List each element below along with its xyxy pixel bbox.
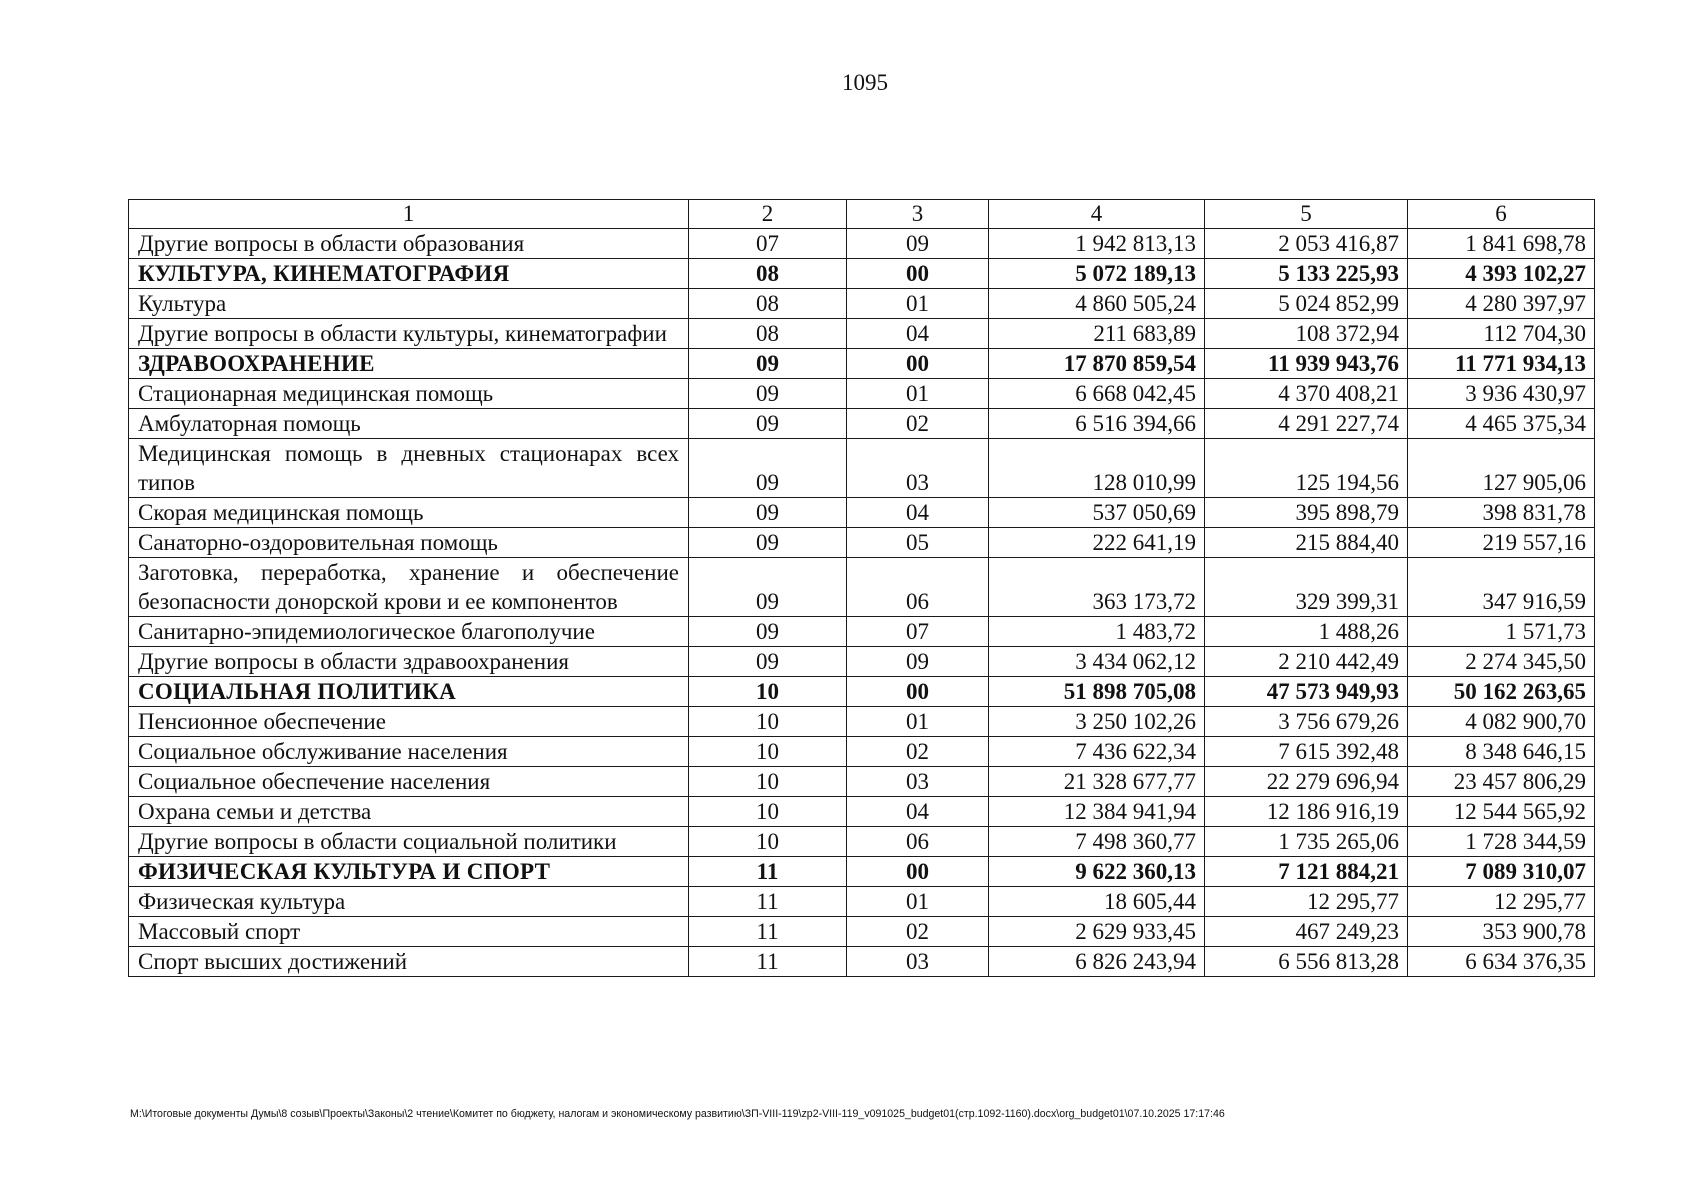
table-row: [129, 558, 1595, 617]
amount-col5-cell: 12 186 916,19: [1205, 797, 1408, 827]
amount-col5-cell: 5 024 852,99: [1205, 289, 1408, 319]
section-code-cell: 10: [689, 707, 847, 737]
amount-col6-cell: 1 571,73: [1408, 617, 1595, 647]
section-code-cell: 10: [689, 767, 847, 797]
row-name-cell: Амбулаторная помощь: [129, 409, 689, 439]
amount-col5-cell: 7 121 884,21: [1205, 857, 1408, 887]
table-row: [129, 947, 1595, 977]
amount-col6-cell: 1 728 344,59: [1408, 827, 1595, 857]
section-code-cell: 09: [689, 617, 847, 647]
section-code-cell: 09: [689, 498, 847, 528]
amount-col4-cell: 17 870 859,54: [989, 349, 1205, 379]
row-name-cell: Скорая медицинская помощь: [129, 498, 689, 528]
amount-col4-cell: 5 072 189,13: [989, 259, 1205, 289]
subsection-code-cell: 02: [847, 917, 989, 947]
column-header-2: 2: [689, 200, 847, 229]
column-number-header-row: [129, 200, 1595, 229]
subsection-code-cell: 03: [847, 947, 989, 977]
row-name-cell: Массовый спорт: [129, 917, 689, 947]
amount-col4-cell: 7 436 622,34: [989, 737, 1205, 767]
amount-col6-cell: 347 916,59: [1408, 558, 1595, 617]
amount-col5-cell: 125 194,56: [1205, 439, 1408, 498]
row-name-cell: Спорт высших достижений: [129, 947, 689, 977]
amount-col4-cell: 6 668 042,45: [989, 379, 1205, 409]
section-code-cell: 09: [689, 409, 847, 439]
table-row: [129, 439, 1595, 498]
row-name-cell: Медицинская помощь в дневных стационарах всех типов: [129, 439, 689, 498]
column-header-3: 3: [847, 200, 989, 229]
section-code-cell: 08: [689, 289, 847, 319]
amount-col6-cell: 12 295,77: [1408, 887, 1595, 917]
amount-col5-cell: 1 735 265,06: [1205, 827, 1408, 857]
section-code-cell: 10: [689, 827, 847, 857]
table-row: [129, 229, 1595, 259]
column-header-6: 6: [1408, 200, 1595, 229]
row-name-cell: Санаторно-оздоровительная помощь: [129, 528, 689, 558]
amount-col5-cell: 2 053 416,87: [1205, 229, 1408, 259]
amount-col5-cell: 4 370 408,21: [1205, 379, 1408, 409]
subsection-code-cell: 06: [847, 558, 989, 617]
amount-col6-cell: 1 841 698,78: [1408, 229, 1595, 259]
table-row: [129, 409, 1595, 439]
amount-col4-cell: 1 483,72: [989, 617, 1205, 647]
table-row: [129, 379, 1595, 409]
row-name-cell: ФИЗИЧЕСКАЯ КУЛЬТУРА И СПОРТ: [129, 857, 689, 887]
amount-col6-cell: 353 900,78: [1408, 917, 1595, 947]
section-code-cell: 11: [689, 917, 847, 947]
section-code-cell: 10: [689, 737, 847, 767]
row-name-cell: Стационарная медицинская помощь: [129, 379, 689, 409]
subsection-code-cell: 09: [847, 229, 989, 259]
row-name-cell: Заготовка, переработка, хранение и обеспечение безопасности донорской крови и ее компонентов: [129, 558, 689, 617]
row-name-cell: КУЛЬТУРА, КИНЕМАТОГРАФИЯ: [129, 259, 689, 289]
subsection-code-cell: 06: [847, 827, 989, 857]
section-code-cell: 09: [689, 528, 847, 558]
row-name-cell: Другие вопросы в области здравоохранения: [129, 647, 689, 677]
amount-col5-cell: 467 249,23: [1205, 917, 1408, 947]
section-code-cell: 11: [689, 857, 847, 887]
subsection-code-cell: 00: [847, 677, 989, 707]
amount-col6-cell: 2 274 345,50: [1408, 647, 1595, 677]
amount-col6-cell: 8 348 646,15: [1408, 737, 1595, 767]
row-name-cell: Охрана семьи и детства: [129, 797, 689, 827]
subsection-code-cell: 00: [847, 349, 989, 379]
section-code-cell: 09: [689, 647, 847, 677]
subsection-code-cell: 04: [847, 498, 989, 528]
row-name-cell: Другие вопросы в области социальной политики: [129, 827, 689, 857]
subsection-code-cell: 02: [847, 737, 989, 767]
table-row: [129, 917, 1595, 947]
subsection-code-cell: 05: [847, 528, 989, 558]
amount-col5-cell: 1 488,26: [1205, 617, 1408, 647]
subsection-code-cell: 03: [847, 767, 989, 797]
table-row: [129, 707, 1595, 737]
amount-col6-cell: 398 831,78: [1408, 498, 1595, 528]
section-total-row: [129, 677, 1595, 707]
amount-col6-cell: 112 704,30: [1408, 319, 1595, 349]
subsection-code-cell: 01: [847, 707, 989, 737]
amount-col6-cell: 3 936 430,97: [1408, 379, 1595, 409]
section-code-cell: 09: [689, 379, 847, 409]
amount-col4-cell: 21 328 677,77: [989, 767, 1205, 797]
section-total-row: [129, 259, 1595, 289]
amount-col5-cell: 329 399,31: [1205, 558, 1408, 617]
section-code-cell: 10: [689, 797, 847, 827]
amount-col6-cell: 7 089 310,07: [1408, 857, 1595, 887]
amount-col6-cell: 12 544 565,92: [1408, 797, 1595, 827]
subsection-code-cell: 07: [847, 617, 989, 647]
amount-col6-cell: 6 634 376,35: [1408, 947, 1595, 977]
row-name-cell: Физическая культура: [129, 887, 689, 917]
table-row: [129, 498, 1595, 528]
section-code-cell: 11: [689, 887, 847, 917]
amount-col6-cell: 4 393 102,27: [1408, 259, 1595, 289]
row-name-cell: Пенсионное обеспечение: [129, 707, 689, 737]
row-name-cell: Санитарно-эпидемиологическое благополучие: [129, 617, 689, 647]
table-row: [129, 827, 1595, 857]
row-name-cell: Социальное обеспечение населения: [129, 767, 689, 797]
section-code-cell: 09: [689, 558, 847, 617]
amount-col5-cell: 5 133 225,93: [1205, 259, 1408, 289]
subsection-code-cell: 03: [847, 439, 989, 498]
amount-col4-cell: 6 826 243,94: [989, 947, 1205, 977]
section-total-row: [129, 349, 1595, 379]
amount-col4-cell: 4 860 505,24: [989, 289, 1205, 319]
amount-col4-cell: 537 050,69: [989, 498, 1205, 528]
amount-col6-cell: 23 457 806,29: [1408, 767, 1595, 797]
row-name-cell: ЗДРАВООХРАНЕНИЕ: [129, 349, 689, 379]
amount-col4-cell: 1 942 813,13: [989, 229, 1205, 259]
amount-col6-cell: 4 280 397,97: [1408, 289, 1595, 319]
amount-col4-cell: 6 516 394,66: [989, 409, 1205, 439]
section-total-row: [129, 857, 1595, 887]
amount-col6-cell: 4 465 375,34: [1408, 409, 1595, 439]
amount-col4-cell: 12 384 941,94: [989, 797, 1205, 827]
page-number: 1095: [842, 70, 888, 95]
row-name-cell: Социальное обслуживание населения: [129, 737, 689, 767]
table-row: [129, 647, 1595, 677]
amount-col4-cell: 18 605,44: [989, 887, 1205, 917]
row-name-cell: СОЦИАЛЬНАЯ ПОЛИТИКА: [129, 677, 689, 707]
budget-table: [128, 199, 1595, 977]
amount-col4-cell: 3 434 062,12: [989, 647, 1205, 677]
section-code-cell: 07: [689, 229, 847, 259]
amount-col5-cell: 215 884,40: [1205, 528, 1408, 558]
column-header-1: 1: [129, 200, 689, 229]
subsection-code-cell: 01: [847, 379, 989, 409]
subsection-code-cell: 09: [847, 647, 989, 677]
amount-col4-cell: 363 173,72: [989, 558, 1205, 617]
section-code-cell: 09: [689, 439, 847, 498]
subsection-code-cell: 01: [847, 887, 989, 917]
subsection-code-cell: 04: [847, 319, 989, 349]
amount-col5-cell: 2 210 442,49: [1205, 647, 1408, 677]
amount-col4-cell: 9 622 360,13: [989, 857, 1205, 887]
table-row: [129, 767, 1595, 797]
amount-col6-cell: 4 082 900,70: [1408, 707, 1595, 737]
column-header-5: 5: [1205, 200, 1408, 229]
amount-col5-cell: 3 756 679,26: [1205, 707, 1408, 737]
amount-col5-cell: 22 279 696,94: [1205, 767, 1408, 797]
amount-col6-cell: 11 771 934,13: [1408, 349, 1595, 379]
amount-col6-cell: 219 557,16: [1408, 528, 1595, 558]
section-code-cell: 10: [689, 677, 847, 707]
row-name-cell: Культура: [129, 289, 689, 319]
subsection-code-cell: 04: [847, 797, 989, 827]
amount-col5-cell: 12 295,77: [1205, 887, 1408, 917]
amount-col6-cell: 50 162 263,65: [1408, 677, 1595, 707]
subsection-code-cell: 01: [847, 289, 989, 319]
section-code-cell: 09: [689, 349, 847, 379]
subsection-code-cell: 00: [847, 259, 989, 289]
amount-col4-cell: 7 498 360,77: [989, 827, 1205, 857]
section-code-cell: 11: [689, 947, 847, 977]
amount-col4-cell: 211 683,89: [989, 319, 1205, 349]
column-header-4: 4: [989, 200, 1205, 229]
amount-col5-cell: 395 898,79: [1205, 498, 1408, 528]
amount-col5-cell: 4 291 227,74: [1205, 409, 1408, 439]
row-name-cell: Другие вопросы в области образования: [129, 229, 689, 259]
table-row: [129, 289, 1595, 319]
section-code-cell: 08: [689, 319, 847, 349]
amount-col5-cell: 7 615 392,48: [1205, 737, 1408, 767]
amount-col4-cell: 128 010,99: [989, 439, 1205, 498]
table-row: [129, 887, 1595, 917]
table-row: [129, 319, 1595, 349]
amount-col4-cell: 2 629 933,45: [989, 917, 1205, 947]
amount-col5-cell: 47 573 949,93: [1205, 677, 1408, 707]
table-row: [129, 617, 1595, 647]
amount-col5-cell: 6 556 813,28: [1205, 947, 1408, 977]
amount-col6-cell: 127 905,06: [1408, 439, 1595, 498]
amount-col5-cell: 11 939 943,76: [1205, 349, 1408, 379]
table-row: [129, 797, 1595, 827]
section-code-cell: 08: [689, 259, 847, 289]
amount-col4-cell: 3 250 102,26: [989, 707, 1205, 737]
amount-col4-cell: 222 641,19: [989, 528, 1205, 558]
amount-col5-cell: 108 372,94: [1205, 319, 1408, 349]
table-row: [129, 737, 1595, 767]
row-name-cell: Другие вопросы в области культуры, кинематографии: [129, 319, 689, 349]
amount-col4-cell: 51 898 705,08: [989, 677, 1205, 707]
footer-file-path: M:\Итоговые документы Думы\8 созыв\Проекты\Законы\2 чтение\Комитет по бюджету, налогам и экономическому развитию\ЗП-VIII-119\zp2-VIII-119_v091025_budget01(стр.1092-1160).docx\org_budget01\07.10.2025 17:17:46: [130, 1108, 1225, 1120]
subsection-code-cell: 00: [847, 857, 989, 887]
subsection-code-cell: 02: [847, 409, 989, 439]
table-row: [129, 528, 1595, 558]
